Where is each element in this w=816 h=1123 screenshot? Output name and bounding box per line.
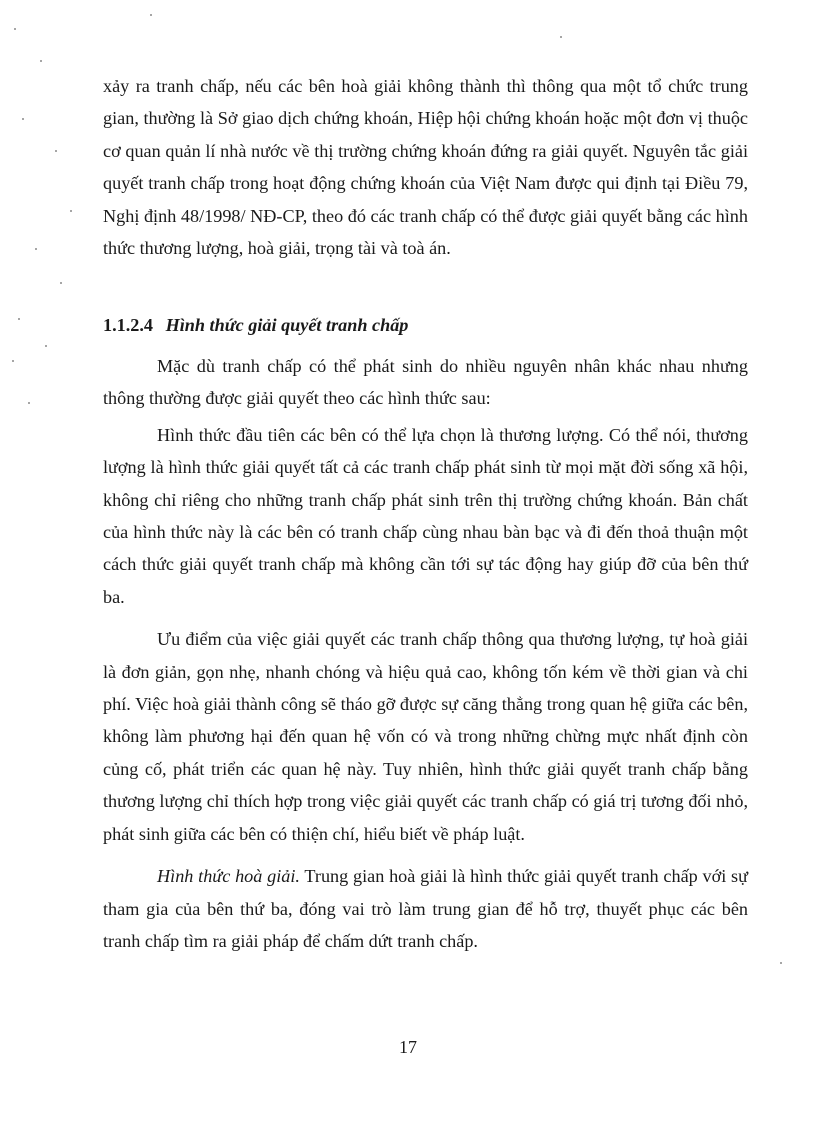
- section-heading: [103, 309, 748, 341]
- paragraph-text: Trung gian hoà giải là hình thức giải quyết tranh chấp với sự tham gia của bên thứ ba, đóng vai trò làm trung gian để hỗ trợ, thuyết phục các bên tranh chấp tìm ra giải pháp để chấm dứt tranh chấp.: [103, 866, 748, 951]
- section-number: 1.1.2.4: [103, 315, 154, 335]
- section-title: Hình thức giải quyết tranh chấp: [165, 315, 409, 335]
- section-body: [103, 350, 748, 967]
- page-number: 17: [399, 1037, 417, 1057]
- paragraph: Mặc dù tranh chấp có thể phát sinh do nhiều nguyên nhân khác nhau nhưng thông thường được giải quyết theo các hình thức sau:: [103, 356, 748, 409]
- paragraph: Hình thức đầu tiên các bên có thể lựa chọn là thương lượng. Có thể nói, thương lượng là hình thức giải quyết tất cả các tranh chấp phát sinh từ mọi mặt đời sống xã hội, không chỉ riêng cho những tranh chấp phát sinh trên thị trường chứng khoán. Bản chất của hình thức này là các bên có tranh chấp cùng nhau bàn bạc và đi đến thoả thuận một cách thức giải quyết tranh chấp mà không cần tới sự tác động hay giúp đỡ của bên thứ ba.: [103, 424, 748, 607]
- paragraph: [103, 860, 748, 957]
- intro-paragraph: xảy ra tranh chấp, nếu các bên hoà giải không thành thì thông qua một tổ chức trung gian, thường là Sở giao dịch chứng khoán, Hiệp hội chứng khoán hoặc một đơn vị thuộc cơ quan quản lí nhà nước về thị trường chứng khoán đứng ra giải quyết. Nguyên tắc giải quyết tranh chấp trong hoạt động chứng khoán của Việt Nam được qui định tại Điều 79, Nghị định 48/1998/ NĐ-CP, theo đó các tranh chấp có thể được giải quyết bằng các hình thức thương lượng, hoà giải, trọng tài và toà án.: [103, 76, 748, 259]
- paragraph-lead-italic: Hình thức hoà giải.: [157, 866, 300, 887]
- paragraph: Ưu điểm của việc giải quyết các tranh chấp thông qua thương lượng, tự hoà giải là đơn giản, gọn nhẹ, nhanh chóng và hiệu quả cao, không tốn kém về thời gian và chi phí. Việc hoà giải thành công sẽ tháo gỡ được sự căng thẳng trong quan hệ giữa các bên, không làm phương hại đến quan hệ vốn có và trong những chừng mực nhất định còn củng cố, phát triển các quan hệ này. Tuy nhiên, hình thức giải quyết tranh chấp bằng thương lượng chỉ thích hợp trong việc giải quyết các tranh chấp có giá trị tương đối nhỏ, phát sinh giữa các bên có thiện chí, hiểu biết về pháp luật.: [103, 629, 748, 844]
